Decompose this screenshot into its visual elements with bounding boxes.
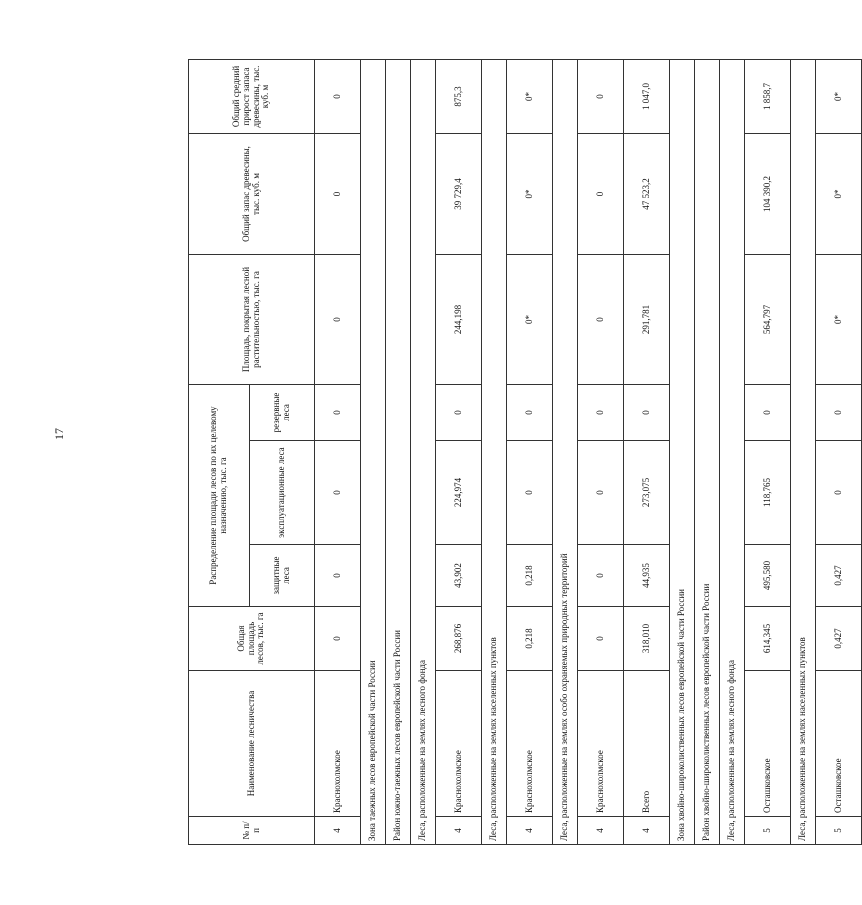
cell-total-area: 268,876 — [436, 607, 482, 671]
cell-total-area: 0,218 — [507, 607, 553, 671]
cell-avg-growth: 0 — [578, 60, 624, 134]
section-row — [411, 60, 436, 845]
cell-exploitation: 0 — [507, 441, 553, 545]
cell-avg-growth: 875,3 — [436, 60, 482, 134]
cell-avg-growth: 1 858,7 — [745, 60, 791, 134]
section-title: Леса, расположенные на землях населенных пунктов — [482, 60, 507, 845]
header-total-stock: Общий запас древесины, тыс. куб. м — [189, 134, 315, 255]
header-num: № п/п — [189, 817, 315, 845]
cell-total-area: 318,010 — [624, 607, 670, 671]
section-title: Леса, расположенные на землях лесного фонда — [720, 60, 745, 845]
table-row — [578, 60, 624, 845]
cell-num: 4 — [315, 817, 361, 845]
cell-covered-area: 0 — [578, 255, 624, 385]
section-title: Леса, расположенные на землях лесного фонда — [411, 60, 436, 845]
cell-name: Осташковское — [745, 671, 791, 817]
section-row — [670, 60, 695, 845]
cell-exploitation: 273,075 — [624, 441, 670, 545]
section-row — [720, 60, 745, 845]
cell-reserve: 0 — [507, 385, 553, 441]
cell-protective: 44,935 — [624, 545, 670, 607]
header-total-area: Общая площадь лесов, тыс. га — [189, 607, 315, 671]
cell-total-area: 0 — [578, 607, 624, 671]
cell-exploitation: 0 — [578, 441, 624, 545]
section-row — [361, 60, 386, 845]
cell-total-area: 0 — [315, 607, 361, 671]
cell-covered-area: 0* — [816, 255, 862, 385]
cell-protective: 0,427 — [816, 545, 862, 607]
table-row — [507, 60, 553, 845]
cell-reserve: 0 — [315, 385, 361, 441]
section-title: Район южно-таежных лесов европейской части России — [386, 60, 411, 845]
cell-reserve: 0 — [745, 385, 791, 441]
cell-name: Краснохолмское — [315, 671, 361, 817]
cell-name: Краснохолмское — [507, 671, 553, 817]
cell-total-area: 0,427 — [816, 607, 862, 671]
cell-covered-area: 564,797 — [745, 255, 791, 385]
cell-total-stock: 0* — [816, 134, 862, 255]
cell-covered-area: 0* — [507, 255, 553, 385]
cell-protective: 0 — [315, 545, 361, 607]
cell-protective: 495,580 — [745, 545, 791, 607]
cell-name: Краснохолмское — [578, 671, 624, 817]
header-distribution: Распределение площади лесов по их целевому назначению, тыс. га — [189, 385, 250, 607]
cell-num: 4 — [436, 817, 482, 845]
table-body — [315, 60, 862, 845]
section-row — [482, 60, 507, 845]
table-row — [624, 60, 670, 845]
cell-total-stock: 0* — [507, 134, 553, 255]
section-title: Леса, расположенные на землях населенных пунктов — [791, 60, 816, 845]
cell-total-stock: 104 390,2 — [745, 134, 791, 255]
cell-total-stock: 0 — [315, 134, 361, 255]
cell-avg-growth: 0* — [816, 60, 862, 134]
cell-reserve: 0 — [624, 385, 670, 441]
section-row — [791, 60, 816, 845]
cell-total-stock: 0 — [578, 134, 624, 255]
cell-protective: 0,218 — [507, 545, 553, 607]
cell-total-stock: 39 729,4 — [436, 134, 482, 255]
cell-reserve: 0 — [578, 385, 624, 441]
cell-num: 4 — [507, 817, 553, 845]
page-number: 17 — [52, 428, 66, 440]
cell-avg-growth: 0* — [507, 60, 553, 134]
cell-covered-area: 244,198 — [436, 255, 482, 385]
rotated-table-container — [188, 60, 862, 845]
cell-name: Осташковское — [816, 671, 862, 817]
cell-exploitation: 0 — [816, 441, 862, 545]
cell-exploitation: 0 — [315, 441, 361, 545]
cell-total-area: 614,345 — [745, 607, 791, 671]
header-covered-area: Площадь, покрытая лесной растительностью, тыс. га — [189, 255, 315, 385]
cell-name: Всего — [624, 671, 670, 817]
header-protective: защитные леса — [250, 545, 315, 607]
cell-exploitation: 224,974 — [436, 441, 482, 545]
cell-protective: 43,902 — [436, 545, 482, 607]
cell-avg-growth: 1 047,0 — [624, 60, 670, 134]
cell-covered-area: 291,781 — [624, 255, 670, 385]
cell-reserve: 0 — [816, 385, 862, 441]
section-row — [553, 60, 578, 845]
forest-table — [188, 59, 862, 845]
table-row — [816, 60, 862, 845]
table-row — [745, 60, 791, 845]
cell-exploitation: 118,765 — [745, 441, 791, 545]
section-title: Район хвойно-широколиственных лесов европейской части России — [695, 60, 720, 845]
table-row — [315, 60, 361, 845]
cell-avg-growth: 0 — [315, 60, 361, 134]
cell-protective: 0 — [578, 545, 624, 607]
cell-covered-area: 0 — [315, 255, 361, 385]
cell-num: 5 — [745, 817, 791, 845]
cell-num: 4 — [624, 817, 670, 845]
cell-num: 4 — [578, 817, 624, 845]
header-avg-growth: Общий средний прирост запаса древесины, тыс. куб. м — [189, 60, 315, 134]
cell-num: 5 — [816, 817, 862, 845]
section-row — [695, 60, 720, 845]
table-row — [436, 60, 482, 845]
section-title: Леса, расположенные на землях особо охраняемых природных территорий — [553, 60, 578, 845]
header-reserve: резервные леса — [250, 385, 315, 441]
header-exploitation: эксплуатационные леса — [250, 441, 315, 545]
section-title: Зона таежных лесов европейской части России — [361, 60, 386, 845]
cell-name: Краснохолмское — [436, 671, 482, 817]
section-row — [386, 60, 411, 845]
cell-total-stock: 47 523,2 — [624, 134, 670, 255]
cell-reserve: 0 — [436, 385, 482, 441]
section-title: Зона хвойно-широколиственных лесов европейской части России — [670, 60, 695, 845]
header-name: Наименование лесничества — [189, 671, 315, 817]
